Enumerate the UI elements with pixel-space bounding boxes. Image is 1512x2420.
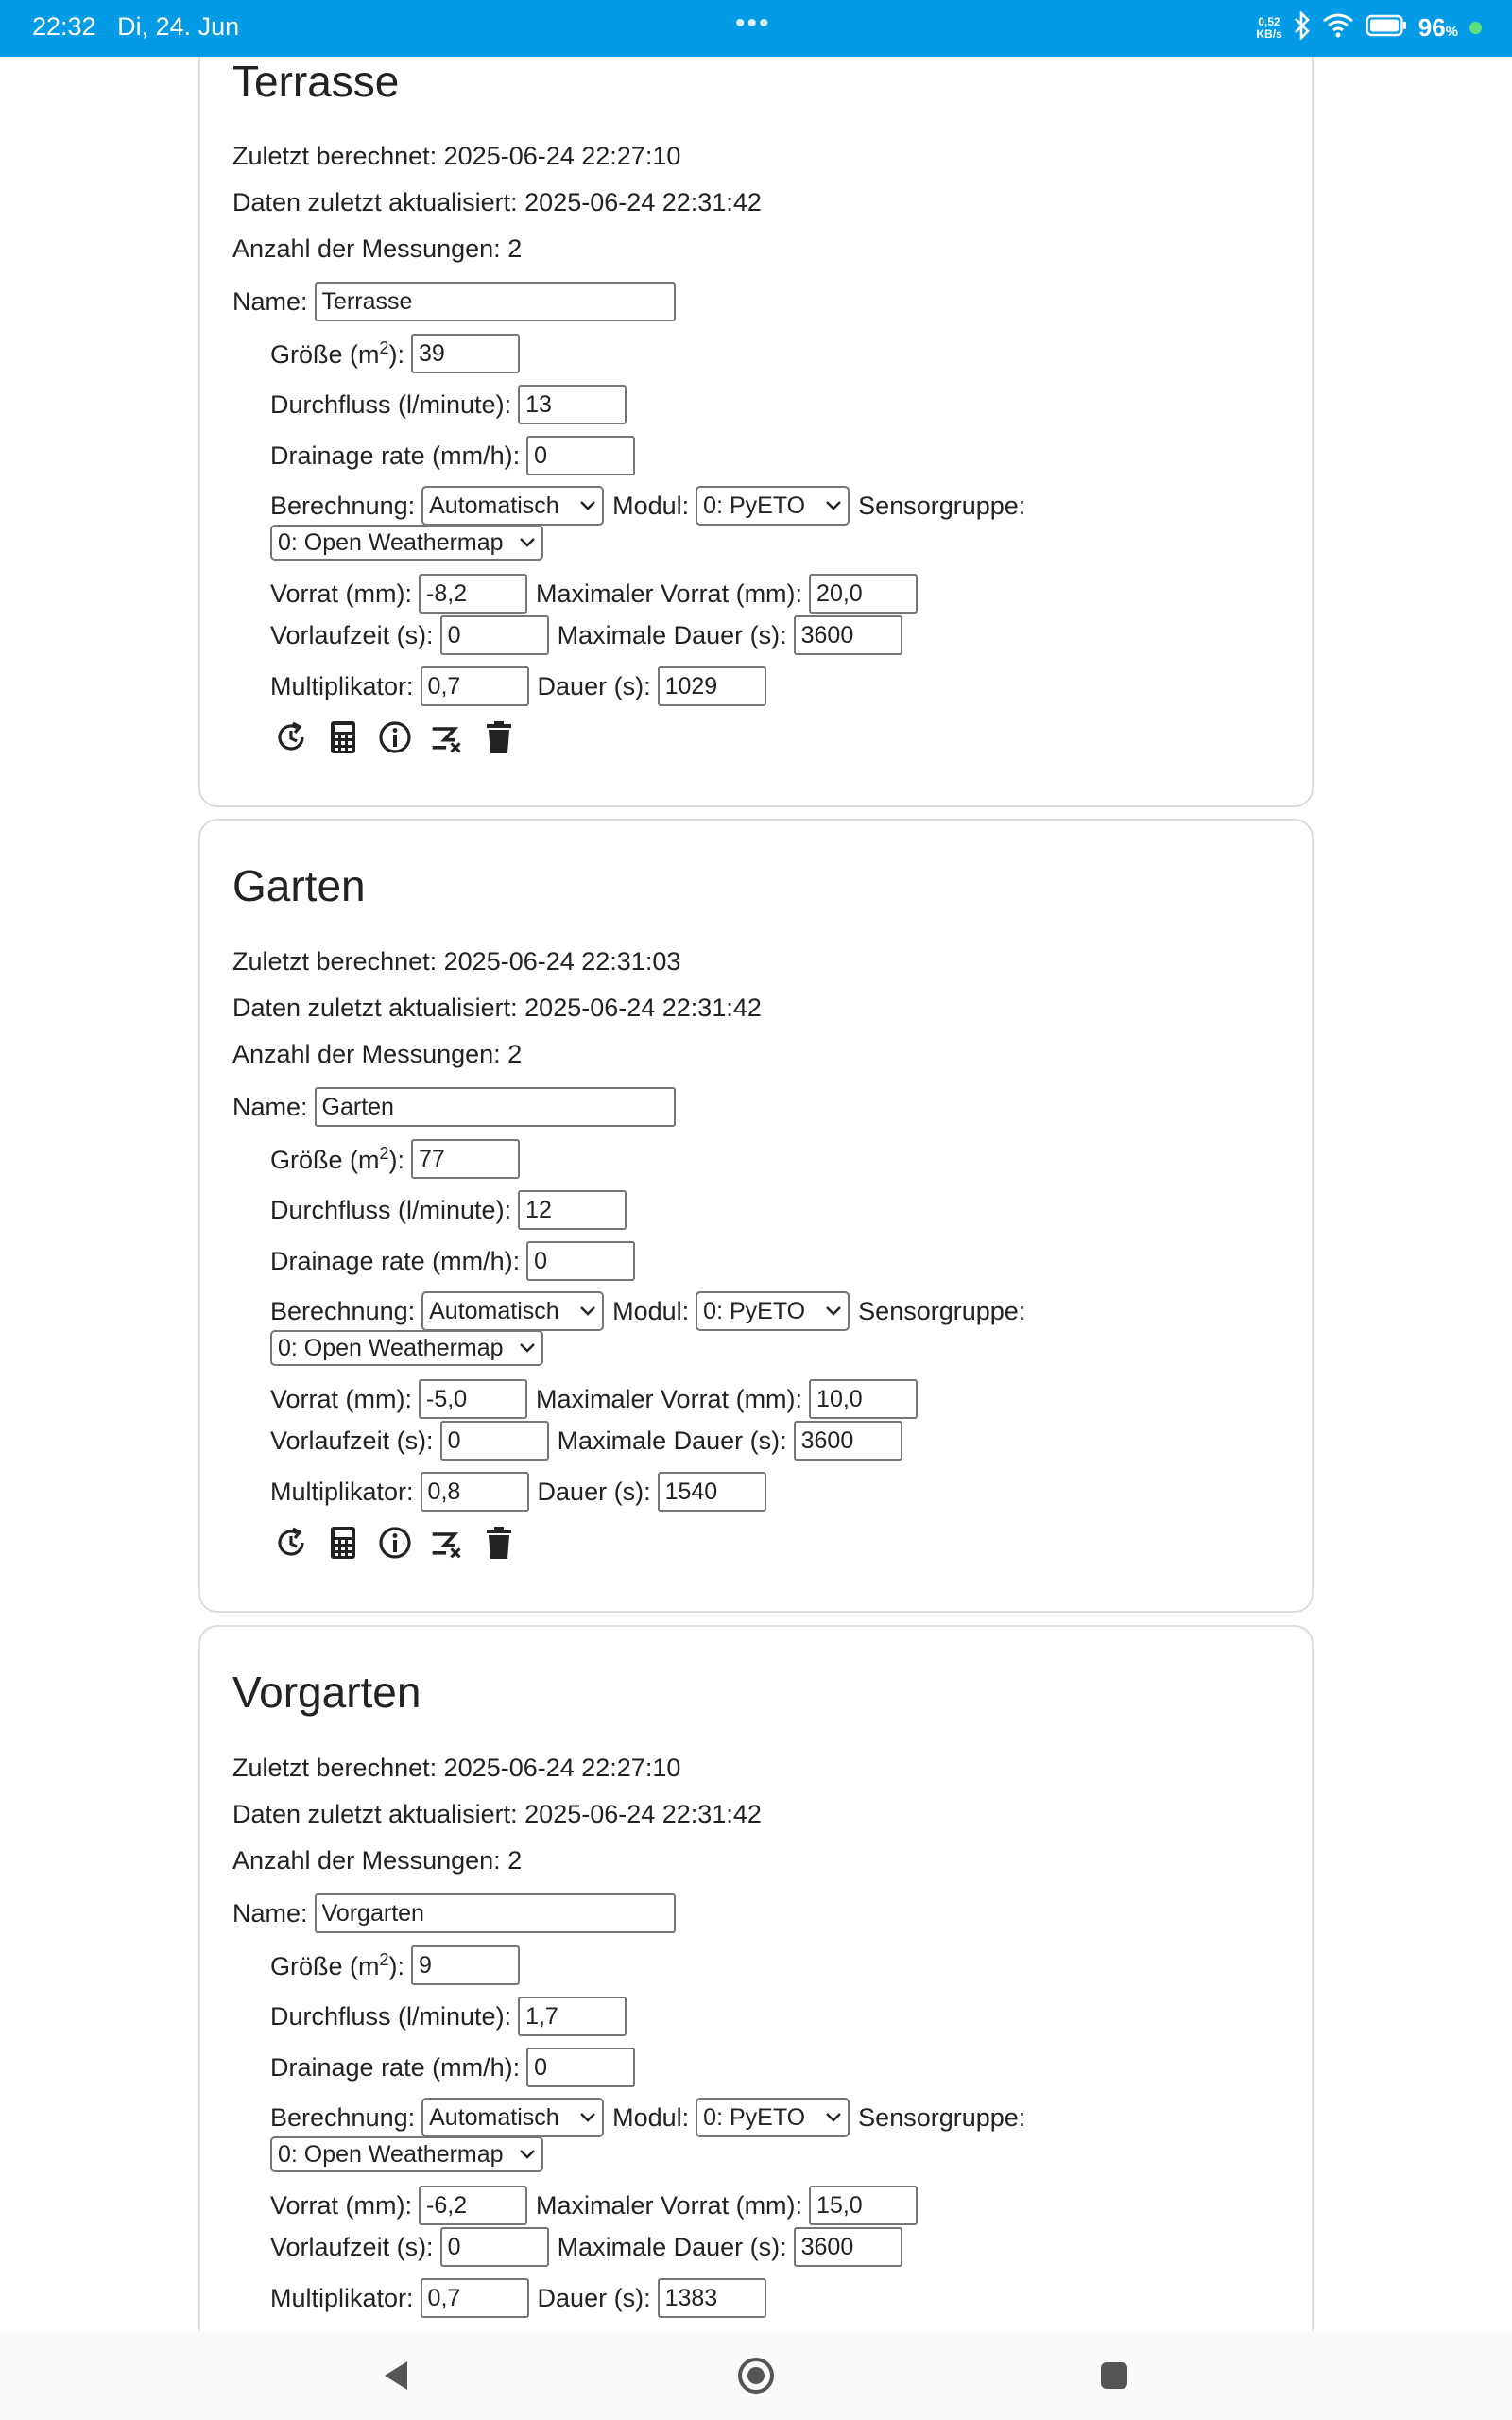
card-actions xyxy=(274,718,516,756)
size-row xyxy=(270,334,520,373)
multiplier-input[interactable] xyxy=(421,666,529,706)
flow-label: Durchfluss (l/minute): xyxy=(270,2001,512,2031)
home-icon[interactable] xyxy=(713,2330,799,2420)
sensorgroup-select-value: 0: Open Weathermap xyxy=(278,2140,504,2168)
module-label: Modul: xyxy=(612,491,690,520)
drainage-label: Drainage rate (mm/h): xyxy=(270,1246,521,1275)
last-calculated-value: 2025-06-24 22:31:03 xyxy=(443,947,681,976)
delete-icon[interactable] xyxy=(482,1524,516,1562)
flow-row xyxy=(270,1996,627,2036)
module-select[interactable] xyxy=(696,1291,850,1331)
size-label-text: Größe (m xyxy=(270,1951,380,1980)
recents-icon[interactable] xyxy=(1072,2330,1157,2420)
name-row xyxy=(232,1893,676,1933)
chevron-down-icon xyxy=(579,1305,596,1317)
status-time-date xyxy=(32,12,239,42)
network-speed xyxy=(1256,16,1281,41)
data-updated-value: 2025-06-24 22:31:42 xyxy=(524,994,762,1022)
zone-card xyxy=(198,1625,1314,2330)
lead-row xyxy=(270,2227,902,2267)
chevron-down-icon xyxy=(825,500,842,511)
measurement-count-label: Anzahl der Messungen: xyxy=(232,1040,501,1068)
clear-weather-data-icon[interactable] xyxy=(430,1524,464,1562)
size-input[interactable] xyxy=(411,334,520,373)
battery-percent: 96 xyxy=(1418,13,1446,42)
measurement-count-value: 2 xyxy=(507,1040,523,1068)
data-updated-label: Daten zuletzt aktualisiert: xyxy=(232,188,518,216)
chevron-down-icon xyxy=(825,1305,842,1317)
calc-select[interactable] xyxy=(421,1291,604,1331)
sensorgroup-select[interactable] xyxy=(270,2136,543,2172)
size-label-close: ): xyxy=(388,1951,405,1980)
max-reserve-input[interactable] xyxy=(809,574,918,614)
module-select-value: 0: PyETO xyxy=(703,1297,806,1324)
calc-select-value: Automatisch xyxy=(429,2103,559,2131)
lead-input[interactable] xyxy=(440,1421,549,1461)
size-label-sup: 2 xyxy=(379,337,389,357)
sensorgroup-label: Sensorgruppe: xyxy=(858,2102,1026,2132)
reserve-row xyxy=(270,2186,918,2225)
flow-row xyxy=(270,1190,627,1230)
drainage-row xyxy=(270,1241,635,1281)
flow-input[interactable] xyxy=(518,1996,627,2036)
max-reserve-label: Maximaler Vorrat (mm): xyxy=(536,2190,803,2220)
reserve-input[interactable] xyxy=(419,2186,527,2225)
duration-input[interactable] xyxy=(658,1472,766,1512)
measurement-count xyxy=(232,234,522,264)
status-indicators xyxy=(1256,11,1482,44)
status-time: 22:32 xyxy=(32,12,96,41)
flow-label: Durchfluss (l/minute): xyxy=(270,1195,512,1224)
calc-select-value: Automatisch xyxy=(429,1297,559,1324)
battery-icon xyxy=(1366,14,1407,42)
last-calculated-value: 2025-06-24 22:27:10 xyxy=(443,142,681,170)
multiplier-label: Multiplikator: xyxy=(270,2283,414,2312)
sensorgroup-select[interactable] xyxy=(270,525,543,561)
sensorgroup-row xyxy=(270,2136,543,2172)
size-label xyxy=(270,1950,404,1981)
calc-row xyxy=(270,486,1032,526)
multiplier-input[interactable] xyxy=(421,2278,529,2318)
calc-label: Berechnung: xyxy=(270,491,416,520)
last-calculated-label: Zuletzt berechnet: xyxy=(232,1754,438,1782)
max-duration-input[interactable] xyxy=(794,1421,902,1461)
navigation-bar xyxy=(0,2330,1512,2420)
more-dots-icon[interactable]: ••• xyxy=(735,8,771,39)
size-row xyxy=(270,1945,520,1985)
name-input[interactable] xyxy=(315,1893,676,1933)
last-calculated xyxy=(232,142,680,171)
name-row xyxy=(232,1087,676,1127)
measurement-count-label: Anzahl der Messungen: xyxy=(232,1846,501,1875)
name-label: Name: xyxy=(232,1898,308,1927)
module-select[interactable] xyxy=(696,486,850,526)
module-label: Modul: xyxy=(612,2102,690,2132)
calc-label: Berechnung: xyxy=(270,1296,416,1325)
calc-select[interactable] xyxy=(421,2098,604,2137)
max-reserve-label: Maximaler Vorrat (mm): xyxy=(536,1384,803,1413)
zones-scroll-area[interactable] xyxy=(0,57,1512,2330)
card-actions xyxy=(274,1524,516,1562)
calc-select[interactable] xyxy=(421,486,604,526)
drainage-label: Drainage rate (mm/h): xyxy=(270,441,521,470)
lead-label: Vorlaufzeit (s): xyxy=(270,1426,434,1455)
drainage-row xyxy=(270,436,635,475)
data-updated-value: 2025-06-24 22:31:42 xyxy=(524,188,762,216)
measurement-count xyxy=(232,1040,522,1069)
calc-row xyxy=(270,1291,1032,1331)
max-reserve-input[interactable] xyxy=(809,2186,918,2225)
network-speed-value: 0,52 xyxy=(1258,14,1280,28)
sensorgroup-row xyxy=(270,525,543,561)
duration-label: Dauer (s): xyxy=(537,671,651,700)
flow-input[interactable] xyxy=(518,1190,627,1230)
drainage-input[interactable] xyxy=(526,1241,635,1281)
name-label: Name: xyxy=(232,1092,308,1121)
max-reserve-input[interactable] xyxy=(809,1379,918,1419)
measurement-count-value: 2 xyxy=(507,234,523,263)
size-label-text: Größe (m xyxy=(270,1145,380,1174)
duration-label: Dauer (s): xyxy=(537,2283,651,2312)
data-updated-value: 2025-06-24 22:31:42 xyxy=(524,1800,762,1828)
module-select-value: 0: PyETO xyxy=(703,2103,806,2131)
chevron-down-icon xyxy=(825,2112,842,2123)
reserve-label: Vorrat (mm): xyxy=(270,579,413,608)
info-icon[interactable] xyxy=(378,1524,412,1562)
measurement-count-label: Anzahl der Messungen: xyxy=(232,234,501,263)
reset-history-icon[interactable] xyxy=(274,1524,308,1562)
calc-row xyxy=(270,2098,1032,2137)
bluetooth-icon xyxy=(1294,11,1311,44)
size-label-sup: 2 xyxy=(379,1949,389,1969)
size-row xyxy=(270,1139,520,1179)
module-select-value: 0: PyETO xyxy=(703,492,806,519)
calc-label: Berechnung: xyxy=(270,2102,416,2132)
size-label-close: ): xyxy=(388,339,405,369)
wifi-icon xyxy=(1322,12,1354,43)
measurement-count-value: 2 xyxy=(507,1846,523,1875)
reserve-input[interactable] xyxy=(419,574,527,614)
delete-icon[interactable] xyxy=(482,718,516,756)
status-bar xyxy=(0,0,1512,57)
info-icon[interactable] xyxy=(378,718,412,756)
zone-title: Vorgarten xyxy=(232,1668,421,1717)
sensorgroup-label: Sensorgruppe: xyxy=(858,1296,1026,1325)
max-duration-input[interactable] xyxy=(794,615,902,655)
drainage-row xyxy=(270,2048,635,2087)
calc-select-value: Automatisch xyxy=(429,492,559,519)
last-calculated xyxy=(232,947,680,977)
clear-weather-data-icon[interactable] xyxy=(430,718,464,756)
size-input[interactable] xyxy=(411,1945,520,1985)
zone-card xyxy=(198,819,1314,1613)
multiplier-row xyxy=(270,2278,766,2318)
sensorgroup-select[interactable] xyxy=(270,1330,543,1366)
drainage-input[interactable] xyxy=(526,2048,635,2087)
battery-level xyxy=(1418,13,1458,43)
network-speed-unit: KB/s xyxy=(1256,26,1282,41)
max-duration-label: Maximale Dauer (s): xyxy=(557,1426,787,1455)
lead-row xyxy=(270,615,902,655)
drainage-input[interactable] xyxy=(526,436,635,475)
reserve-input[interactable] xyxy=(419,1379,527,1419)
last-calculated-label: Zuletzt berechnet: xyxy=(232,947,438,976)
sensorgroup-select-value: 0: Open Weathermap xyxy=(278,528,504,556)
lead-label: Vorlaufzeit (s): xyxy=(270,620,434,649)
name-input[interactable] xyxy=(315,282,676,321)
reserve-label: Vorrat (mm): xyxy=(270,1384,413,1413)
module-select[interactable] xyxy=(696,2098,850,2137)
lead-label: Vorlaufzeit (s): xyxy=(270,2232,434,2261)
size-label-sup: 2 xyxy=(379,1143,389,1163)
measurement-count xyxy=(232,1846,522,1876)
name-label: Name: xyxy=(232,286,308,316)
multiplier-row xyxy=(270,1472,766,1512)
charging-dot-icon xyxy=(1469,22,1482,34)
max-reserve-label: Maximaler Vorrat (mm): xyxy=(536,579,803,608)
multiplier-row xyxy=(270,666,766,706)
duration-label: Dauer (s): xyxy=(537,1477,651,1506)
battery-unit: % xyxy=(1445,24,1458,40)
calculator-icon[interactable] xyxy=(326,1524,360,1562)
duration-input[interactable] xyxy=(658,2278,766,2318)
reset-history-icon[interactable] xyxy=(274,718,308,756)
last-calculated-value: 2025-06-24 22:27:10 xyxy=(443,1754,681,1782)
reserve-label: Vorrat (mm): xyxy=(270,2190,413,2220)
size-label-text: Größe (m xyxy=(270,339,380,369)
sensorgroup-select-value: 0: Open Weathermap xyxy=(278,1334,504,1361)
lead-input[interactable] xyxy=(440,615,549,655)
reserve-row xyxy=(270,574,918,614)
size-input[interactable] xyxy=(411,1139,520,1179)
lead-row xyxy=(270,1421,902,1461)
size-label xyxy=(270,338,404,370)
chevron-down-icon xyxy=(579,2112,596,2123)
flow-label: Durchfluss (l/minute): xyxy=(270,389,512,419)
chevron-down-icon xyxy=(519,537,536,548)
reserve-row xyxy=(270,1379,918,1419)
duration-input[interactable] xyxy=(658,666,766,706)
sensorgroup-row xyxy=(270,1330,543,1366)
flow-input[interactable] xyxy=(518,385,627,424)
name-input[interactable] xyxy=(315,1087,676,1127)
back-icon[interactable] xyxy=(353,2330,438,2420)
max-duration-label: Maximale Dauer (s): xyxy=(557,2232,787,2261)
chevron-down-icon xyxy=(519,2149,536,2160)
status-date: Di, 24. Jun xyxy=(117,12,240,41)
max-duration-input[interactable] xyxy=(794,2227,902,2267)
multiplier-label: Multiplikator: xyxy=(270,671,414,700)
drainage-label: Drainage rate (mm/h): xyxy=(270,2052,521,2082)
chevron-down-icon xyxy=(579,500,596,511)
data-updated-label: Daten zuletzt aktualisiert: xyxy=(232,1800,518,1828)
multiplier-label: Multiplikator: xyxy=(270,1477,414,1506)
zone-title: Terrasse xyxy=(232,57,400,106)
flow-row xyxy=(270,385,627,424)
zone-title: Garten xyxy=(232,861,366,910)
lead-input[interactable] xyxy=(440,2227,549,2267)
size-label xyxy=(270,1144,404,1175)
name-row xyxy=(232,282,676,321)
chevron-down-icon xyxy=(519,1342,536,1354)
multiplier-input[interactable] xyxy=(421,1472,529,1512)
max-duration-label: Maximale Dauer (s): xyxy=(557,620,787,649)
last-calculated-label: Zuletzt berechnet: xyxy=(232,142,438,170)
data-updated-label: Daten zuletzt aktualisiert: xyxy=(232,994,518,1022)
module-label: Modul: xyxy=(612,1296,690,1325)
sensorgroup-label: Sensorgruppe: xyxy=(858,491,1026,520)
calculator-icon[interactable] xyxy=(326,718,360,756)
zone-card xyxy=(198,57,1314,807)
data-updated xyxy=(232,188,762,217)
size-label-close: ): xyxy=(388,1145,405,1174)
data-updated xyxy=(232,1800,762,1829)
data-updated xyxy=(232,994,762,1023)
last-calculated xyxy=(232,1754,680,1783)
